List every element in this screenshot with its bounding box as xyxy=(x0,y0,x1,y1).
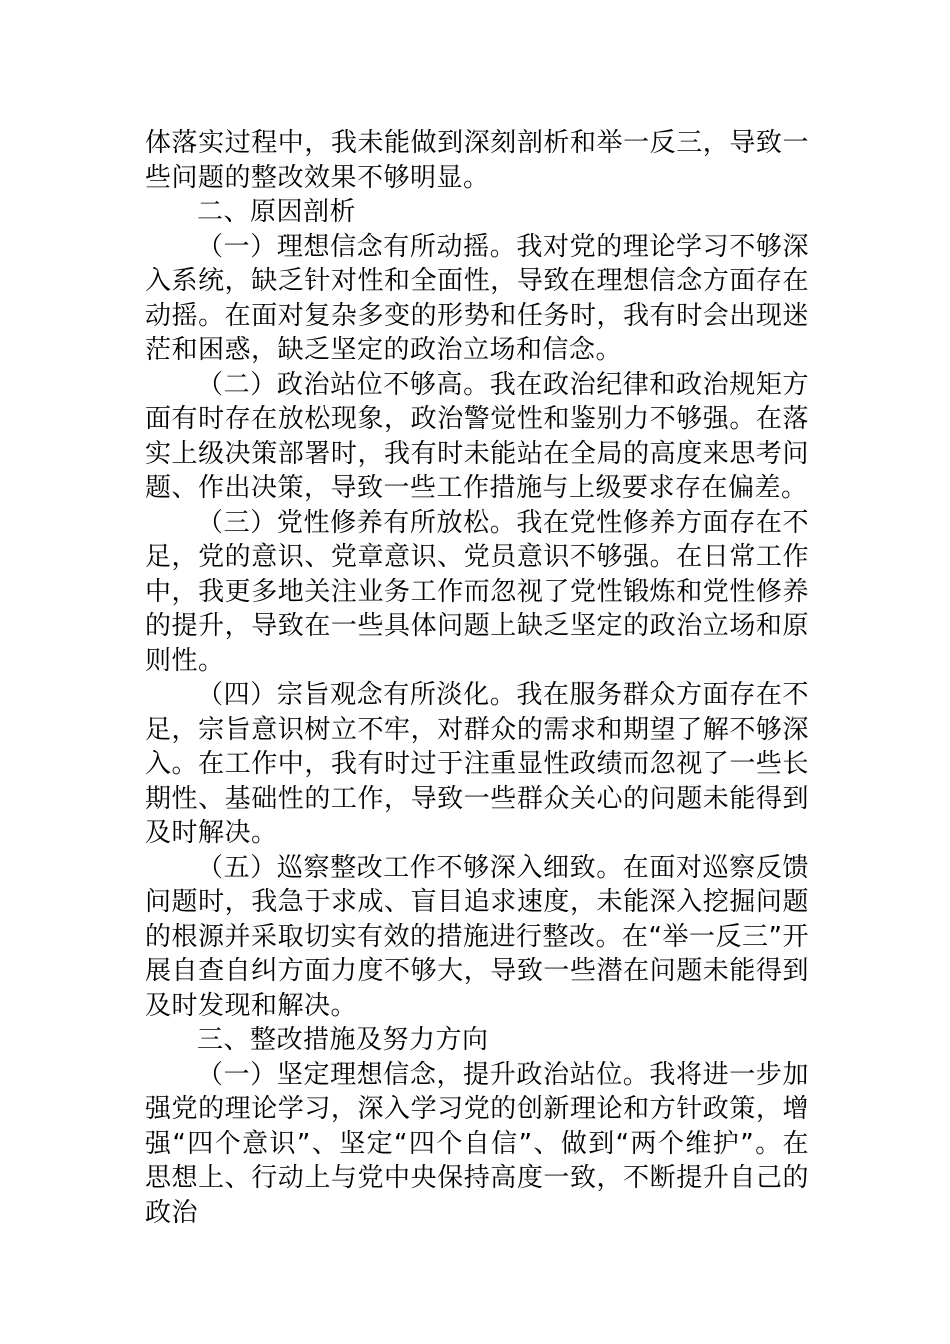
paragraph-firm-ideals: （一）坚定理想信念，提升政治站位。我将进一步加强党的理论学习，深入学习党的创新理论和方针政策，增强“四个意识”、坚定“四个自信”、做到“两个维护”。在思想上、行动上与党中央保持高度一致，不断提升自己的政治 xyxy=(145,1059,809,1228)
section-heading-cause-analysis: 二、原因剖析 xyxy=(197,197,357,227)
section-heading-rectification-measures: 三、整改措施及努力方向 xyxy=(197,1025,489,1055)
paragraph-inspection-rectification: （五）巡察整改工作不够深入细致。在面对巡察反馈问题时，我急于求成、盲目追求速度，未能深入挖掘问题的根源并采取切实有效的措施进行整改。在“举一反三”开展自查自纠方面力度不够大，导致一些潜在问题未能得到及时发现和解决。 xyxy=(145,852,809,1021)
paragraph-party-spirit: （三）党性修养有所放松。我在党性修养方面存在不足，党的意识、党章意识、党员意识不够强。在日常工作中，我更多地关注业务工作而忽视了党性锻炼和党性修养的提升，导致在一些具体问题上缺乏坚定的政治立场和原则性。 xyxy=(145,507,809,676)
paragraph-purpose-concept: （四）宗旨观念有所淡化。我在服务群众方面存在不足，宗旨意识树立不牢，对群众的需求和期望了解不够深入。在工作中，我有时过于注重显性政绩而忽视了一些长期性、基础性的工作，导致一些群众关心的问题未能得到及时解决。 xyxy=(145,680,809,848)
paragraph-ideals-beliefs: （一）理想信念有所动摇。我对党的理论学习不够深入系统，缺乏针对性和全面性，导致在理想信念方面存在动摇。在面对复杂多变的形势和任务时，我有时会出现迷茫和困惑，缺乏坚定的政治立场和信念。 xyxy=(145,231,809,365)
paragraph-political-stance: （二）政治站位不够高。我在政治纪律和政治规矩方面有时存在放松现象，政治警觉性和鉴别力不够强。在落实上级决策部署时，我有时未能站在全局的高度来思考问题、作出决策，导致一些工作措施与上级要求存在偏差。 xyxy=(145,369,809,503)
paragraph-continuation: 体落实过程中，我未能做到深刻剖析和举一反三，导致一些问题的整改效果不够明显。 xyxy=(145,128,809,193)
document-body xyxy=(145,126,809,1230)
